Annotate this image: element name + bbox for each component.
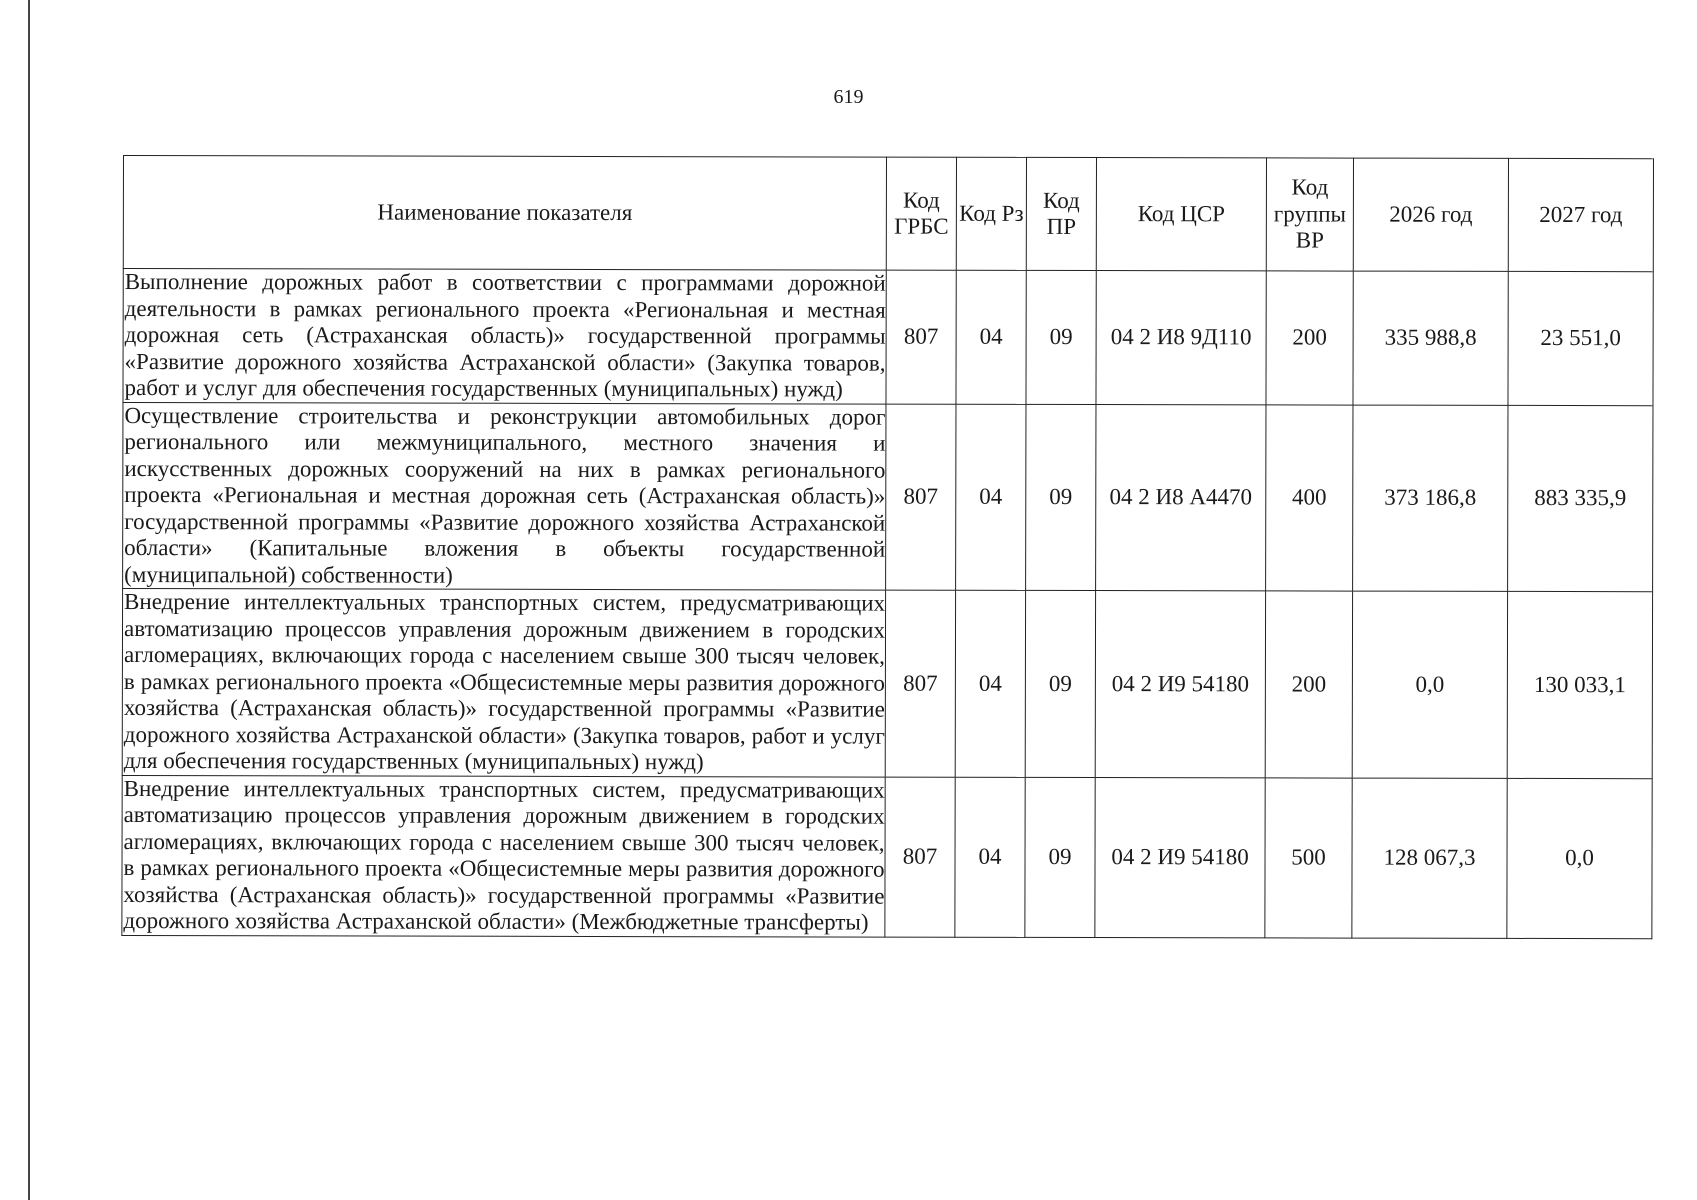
cell-vr: 500 xyxy=(1265,777,1352,937)
left-margin-line xyxy=(28,0,30,1200)
cell-grbs: 807 xyxy=(885,590,955,777)
cell-name: Осуществление строительства и реконструкции автомобильных дорог регионального или межмуниципального, местного значения и искусственных дорожных сооружений на них в рамках регионального проекта «Региональная и местная дорожная сеть (Астраханская область)» государственной программы «Развитие дорожного хозяйства Астраханской области» (Капитальные вложения в объекты государственной (муниципальной) собственности) xyxy=(123,402,886,590)
cell-pr: 09 xyxy=(1026,404,1096,591)
header-grbs: Код ГРБС xyxy=(886,157,956,270)
cell-2026: 0,0 xyxy=(1352,591,1507,778)
cell-vr: 200 xyxy=(1266,271,1353,405)
table-row xyxy=(122,589,1652,779)
table-row xyxy=(122,775,1652,938)
cell-2027: 0,0 xyxy=(1507,778,1652,938)
header-2027: 2027 год xyxy=(1508,158,1653,271)
cell-csr: 04 2 И8 9Д110 xyxy=(1096,271,1266,405)
cell-grbs: 807 xyxy=(885,777,955,937)
table-row xyxy=(123,402,1653,592)
cell-rz: 04 xyxy=(955,777,1025,937)
cell-csr: 04 2 И9 54180 xyxy=(1095,591,1265,778)
cell-rz: 04 xyxy=(956,404,1026,591)
header-pr: Код ПР xyxy=(1026,157,1096,270)
header-csr: Код ЦСР xyxy=(1096,158,1266,271)
header-vr: Код группы ВР xyxy=(1266,158,1353,271)
cell-grbs: 807 xyxy=(886,404,956,591)
header-2026: 2026 год xyxy=(1353,158,1508,271)
cell-name: Выполнение дорожных работ в соответствии с программами дорожной деятельности в рамках регионального проекта «Региональная и местная дорожная сеть (Астраханская область)» государственной программы «Развитие дорожного хозяйства Астраханской области» (Закупка товаров, работ и услуг для обеспечения государственных (муниципальных) нужд) xyxy=(123,269,886,404)
cell-2026: 128 067,3 xyxy=(1352,778,1507,938)
cell-grbs: 807 xyxy=(886,270,956,404)
cell-2027: 883 335,9 xyxy=(1508,405,1653,592)
cell-2027: 23 551,0 xyxy=(1508,271,1653,405)
cell-csr: 04 2 И8 А4470 xyxy=(1096,404,1266,591)
header-name: Наименование показателя xyxy=(123,156,886,271)
cell-rz: 04 xyxy=(955,590,1025,777)
table-header-row xyxy=(123,156,1653,272)
cell-pr: 09 xyxy=(1025,777,1095,937)
budget-table xyxy=(121,155,1654,939)
cell-name: Внедрение интеллектуальных транспортных систем, предусматривающих автоматизацию процессов управления дорожным движением в городских агломерациях, включающих города с населением свыше 300 тысяч человек, в рамках регионального проекта «Общесистемные меры развития дорожного хозяйства (Астраханская область)» государственной программы «Развитие дорожного хозяйства Астраханской области» (Межбюджетные трансферты) xyxy=(122,775,885,937)
cell-pr: 09 xyxy=(1026,270,1096,404)
cell-name: Внедрение интеллектуальных транспортных систем, предусматривающих автоматизацию процессов управления дорожным движением в городских агломерациях, включающих города с населением свыше 300 тысяч человек, в рамках регионального проекта «Общесистемные меры развития дорожного хозяйства (Астраханская область)» государственной программы «Развитие дорожного хозяйства Астраханской области» (Закупка товаров, работ и услуг для обеспечения государственных (муниципальных) нужд) xyxy=(122,589,885,777)
header-rz: Код Рз xyxy=(956,157,1026,270)
cell-pr: 09 xyxy=(1025,590,1095,777)
cell-vr: 400 xyxy=(1266,404,1353,591)
cell-rz: 04 xyxy=(956,270,1026,404)
page-number: 619 xyxy=(833,86,864,108)
cell-vr: 200 xyxy=(1265,591,1352,778)
cell-csr: 04 2 И9 54180 xyxy=(1095,777,1265,937)
cell-2026: 373 186,8 xyxy=(1353,405,1508,592)
cell-2027: 130 033,1 xyxy=(1507,591,1652,778)
cell-2026: 335 988,8 xyxy=(1353,271,1508,405)
table-row xyxy=(123,269,1653,406)
